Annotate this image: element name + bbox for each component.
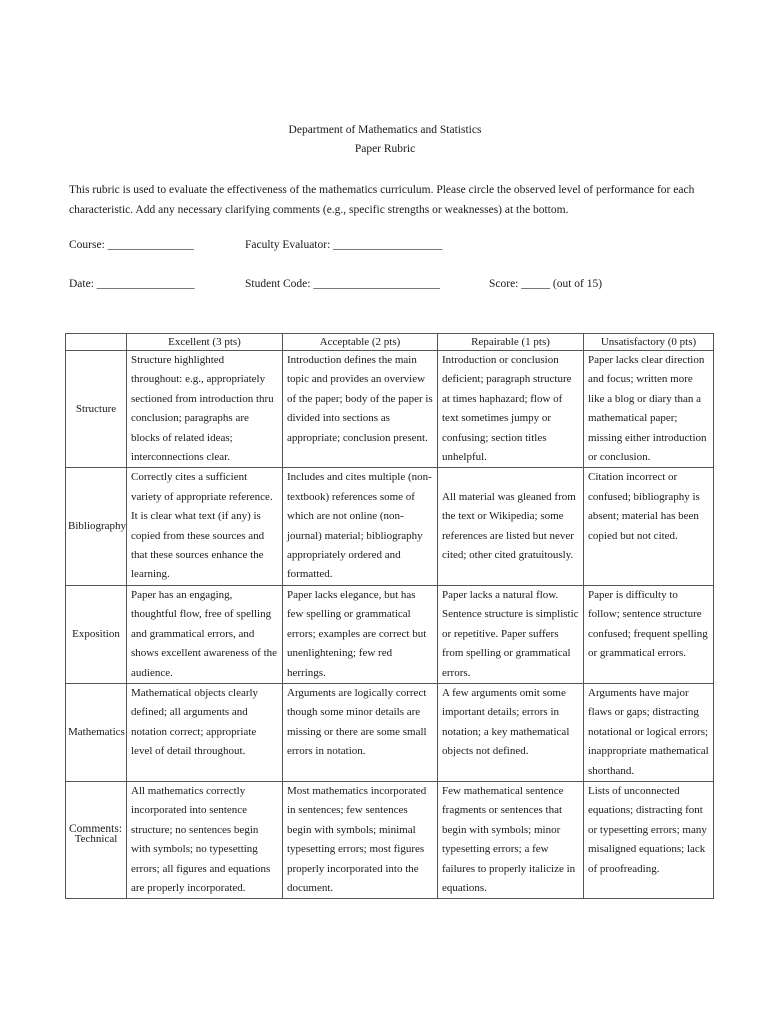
level-header: Unsatisfactory (0 pts) (584, 334, 714, 351)
rubric-cell: Arguments have major flaws or gaps; distracting notational or logical errors; inappropriate mathematical shorthand. (584, 683, 714, 781)
student-code-field: Student Code: ______________________ (245, 278, 440, 290)
rubric-cell: Paper lacks elegance, but has few spelling or grammatical errors; examples are correct but unenlightening; few red herrings. (283, 585, 438, 683)
rubric-cell: Arguments are logically correct though some minor details are missing or there are some small errors in notation. (283, 683, 438, 781)
intro-paragraph: This rubric is used to evaluate the effectiveness of the mathematics curriculum. Please circle the observed level of performance for each characteristic. Add any necessary clarifying comments (e.g., specific strengths or weaknesses) at the bottom. (69, 184, 695, 216)
header-corner (66, 334, 127, 351)
rubric-cell: All mathematics correctly incorporated into sentence structure; no sentences begin with symbols; no typesetting errors; all figures and equations are properly incorporated. (127, 781, 283, 898)
level-header: Repairable (1 pts) (438, 334, 584, 351)
date-field: Date: _________________ (69, 278, 195, 290)
rubric-cell: Mathematical objects clearly defined; all arguments and notation correct; appropriate level of detail throughout. (127, 683, 283, 781)
rubric-cell: Few mathematical sentence fragments or sentences that begin with symbols; minor typesetting errors; a few failures to properly italicize in equations. (438, 781, 584, 898)
comments-label: Comments: (69, 823, 123, 835)
criterion-label: Structure (66, 351, 127, 468)
rubric-cell: Structure highlighted throughout: e.g., appropriately sectioned from introduction thru conclusion; paragraphs are blocks of related ideas; interconnections clear. (127, 351, 283, 468)
table-row (66, 781, 714, 898)
criterion-label: Exposition (66, 585, 127, 683)
table-row (66, 468, 714, 585)
rubric-cell: Most mathematics incorporated in sentences; few sentences begin with symbols; minimal typesetting errors; most figures properly incorporated into the document. (283, 781, 438, 898)
table-row (66, 585, 714, 683)
criterion-label: Bibliography (66, 468, 127, 585)
rubric-cell: Lists of unconnected equations; distracting font or typesetting errors; many misaligned equations; lack of proofreading. (584, 781, 714, 898)
criterion-label: Technical (66, 781, 127, 898)
rubric-cell: Paper lacks a natural flow. Sentence structure is simplistic or repetitive. Paper suffers from spelling or grammatical errors. (438, 585, 584, 683)
rubric-cell: Paper has an engaging, thoughtful flow, free of spelling and grammatical errors, and shows excellent awareness of the audience. (127, 585, 283, 683)
course-field: Course: _______________ (69, 239, 194, 251)
table-header-row (66, 334, 714, 351)
rubric-cell: Includes and cites multiple (non-textbook) references some of which are not online (non-journal) material; bibliography appropriately ordered and formatted. (283, 468, 438, 585)
table-row (66, 683, 714, 781)
rubric-cell: Introduction defines the main topic and provides an overview of the paper; body of the paper is divided into sections as appropriate; conclusion present. (283, 351, 438, 468)
rubric-table (65, 333, 714, 899)
score-field: Score: _____ (out of 15) (489, 278, 603, 290)
rubric-cell: Citation incorrect or confused; bibliography is absent; material has been copied but not cited. (584, 468, 714, 585)
rubric-cell: Paper is difficulty to follow; sentence structure confused; frequent spelling or grammatical errors. (584, 585, 714, 683)
table-row (66, 351, 714, 468)
criterion-label: Mathematics (66, 683, 127, 781)
rubric-cell: Paper lacks clear direction and focus; written more like a blog or diary than a mathematical paper; missing either introduction or conclusion. (584, 351, 714, 468)
rubric-cell: A few arguments omit some important details; errors in notation; a key mathematical objects not defined. (438, 683, 584, 781)
rubric-cell: All material was gleaned from the text or Wikipedia; some references are listed but never cited; other cited gratuitously. (438, 468, 584, 585)
department-name: Department of Mathematics and Statistics (288, 124, 482, 136)
rubric-cell: Introduction or conclusion deficient; paragraph structure at times haphazard; flow of text sometimes jumpy or confusing; section titles unhelpful. (438, 351, 584, 468)
level-header: Acceptable (2 pts) (283, 334, 438, 351)
rubric-cell: Correctly cites a sufficient variety of appropriate reference. It is clear what text (if any) is copied from these sources and that these sources enhance the learning. (127, 468, 283, 585)
level-header: Excellent (3 pts) (127, 334, 283, 351)
faculty-evaluator-field: Faculty Evaluator: ___________________ (245, 239, 443, 251)
document-title: Paper Rubric (354, 143, 416, 155)
